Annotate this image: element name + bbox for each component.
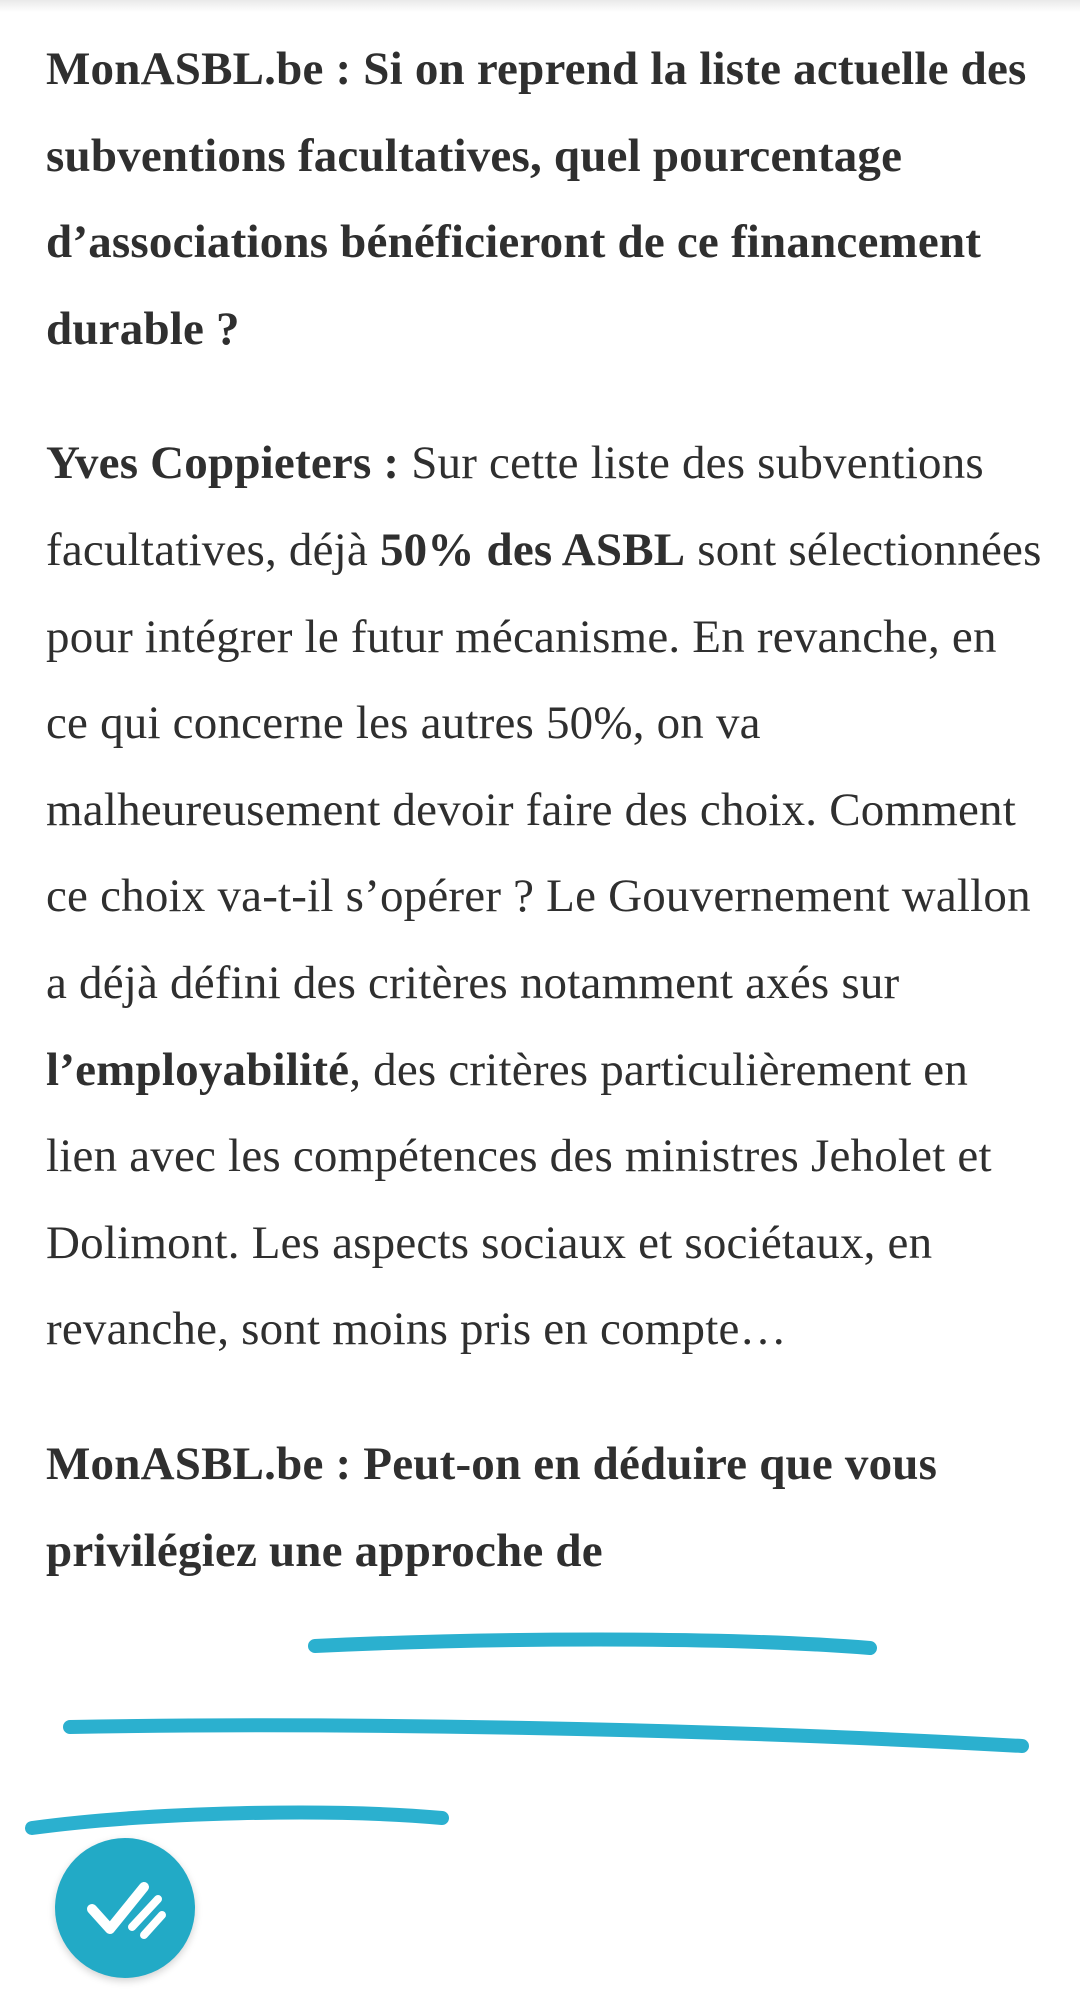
answer-text-1: Sur cette liste des subventions facultatives, déjà	[46, 437, 984, 576]
underline-stroke-3	[32, 1813, 442, 1828]
next-question-paragraph	[46, 1421, 1046, 1594]
top-bar-shadow	[0, 0, 1080, 12]
answer-highlighted-text: Les aspects sociaux et sociétaux, en revanche, sont moins pris en compte…	[46, 1216, 933, 1356]
underline-stroke-2	[70, 1725, 1022, 1746]
article-body	[46, 26, 1046, 1642]
answer-bold-percentage: 50% des ASBL	[379, 523, 686, 576]
answer-paragraph	[46, 420, 1046, 1373]
question-text: Si on reprend la liste actuelle des subventions facultatives, quel pourcentage d’associations bénéficieront de ce financement durable ?	[46, 43, 1027, 355]
answer-text-3: , des critères particulièrement en lien avec les compétences des ministres Jeholet et Dolimont.	[46, 1043, 992, 1269]
annotate-fab-button[interactable]	[55, 1838, 195, 1978]
answer-bold-employability: l’employabilité	[46, 1043, 350, 1096]
edit-check-icon	[82, 1873, 168, 1943]
answer-text-2: sont sélectionnées pour intégrer le futur mécanisme. En revanche, en ce qui concerne les autres 50%, on va malheureusement devoir faire des choix. Comment ce choix va-t-il s’opérer ? Le Gouvernement wallon a déjà défini des critères notamment axés sur	[46, 523, 1042, 1009]
question-speaker: MonASBL.be :	[46, 43, 352, 95]
next-question-text: MonASBL.be : Peut-on en déduire que vous privilégiez une approche de	[46, 1437, 938, 1577]
question-paragraph	[46, 26, 1046, 372]
answer-speaker: Yves Coppieters :	[46, 437, 400, 490]
